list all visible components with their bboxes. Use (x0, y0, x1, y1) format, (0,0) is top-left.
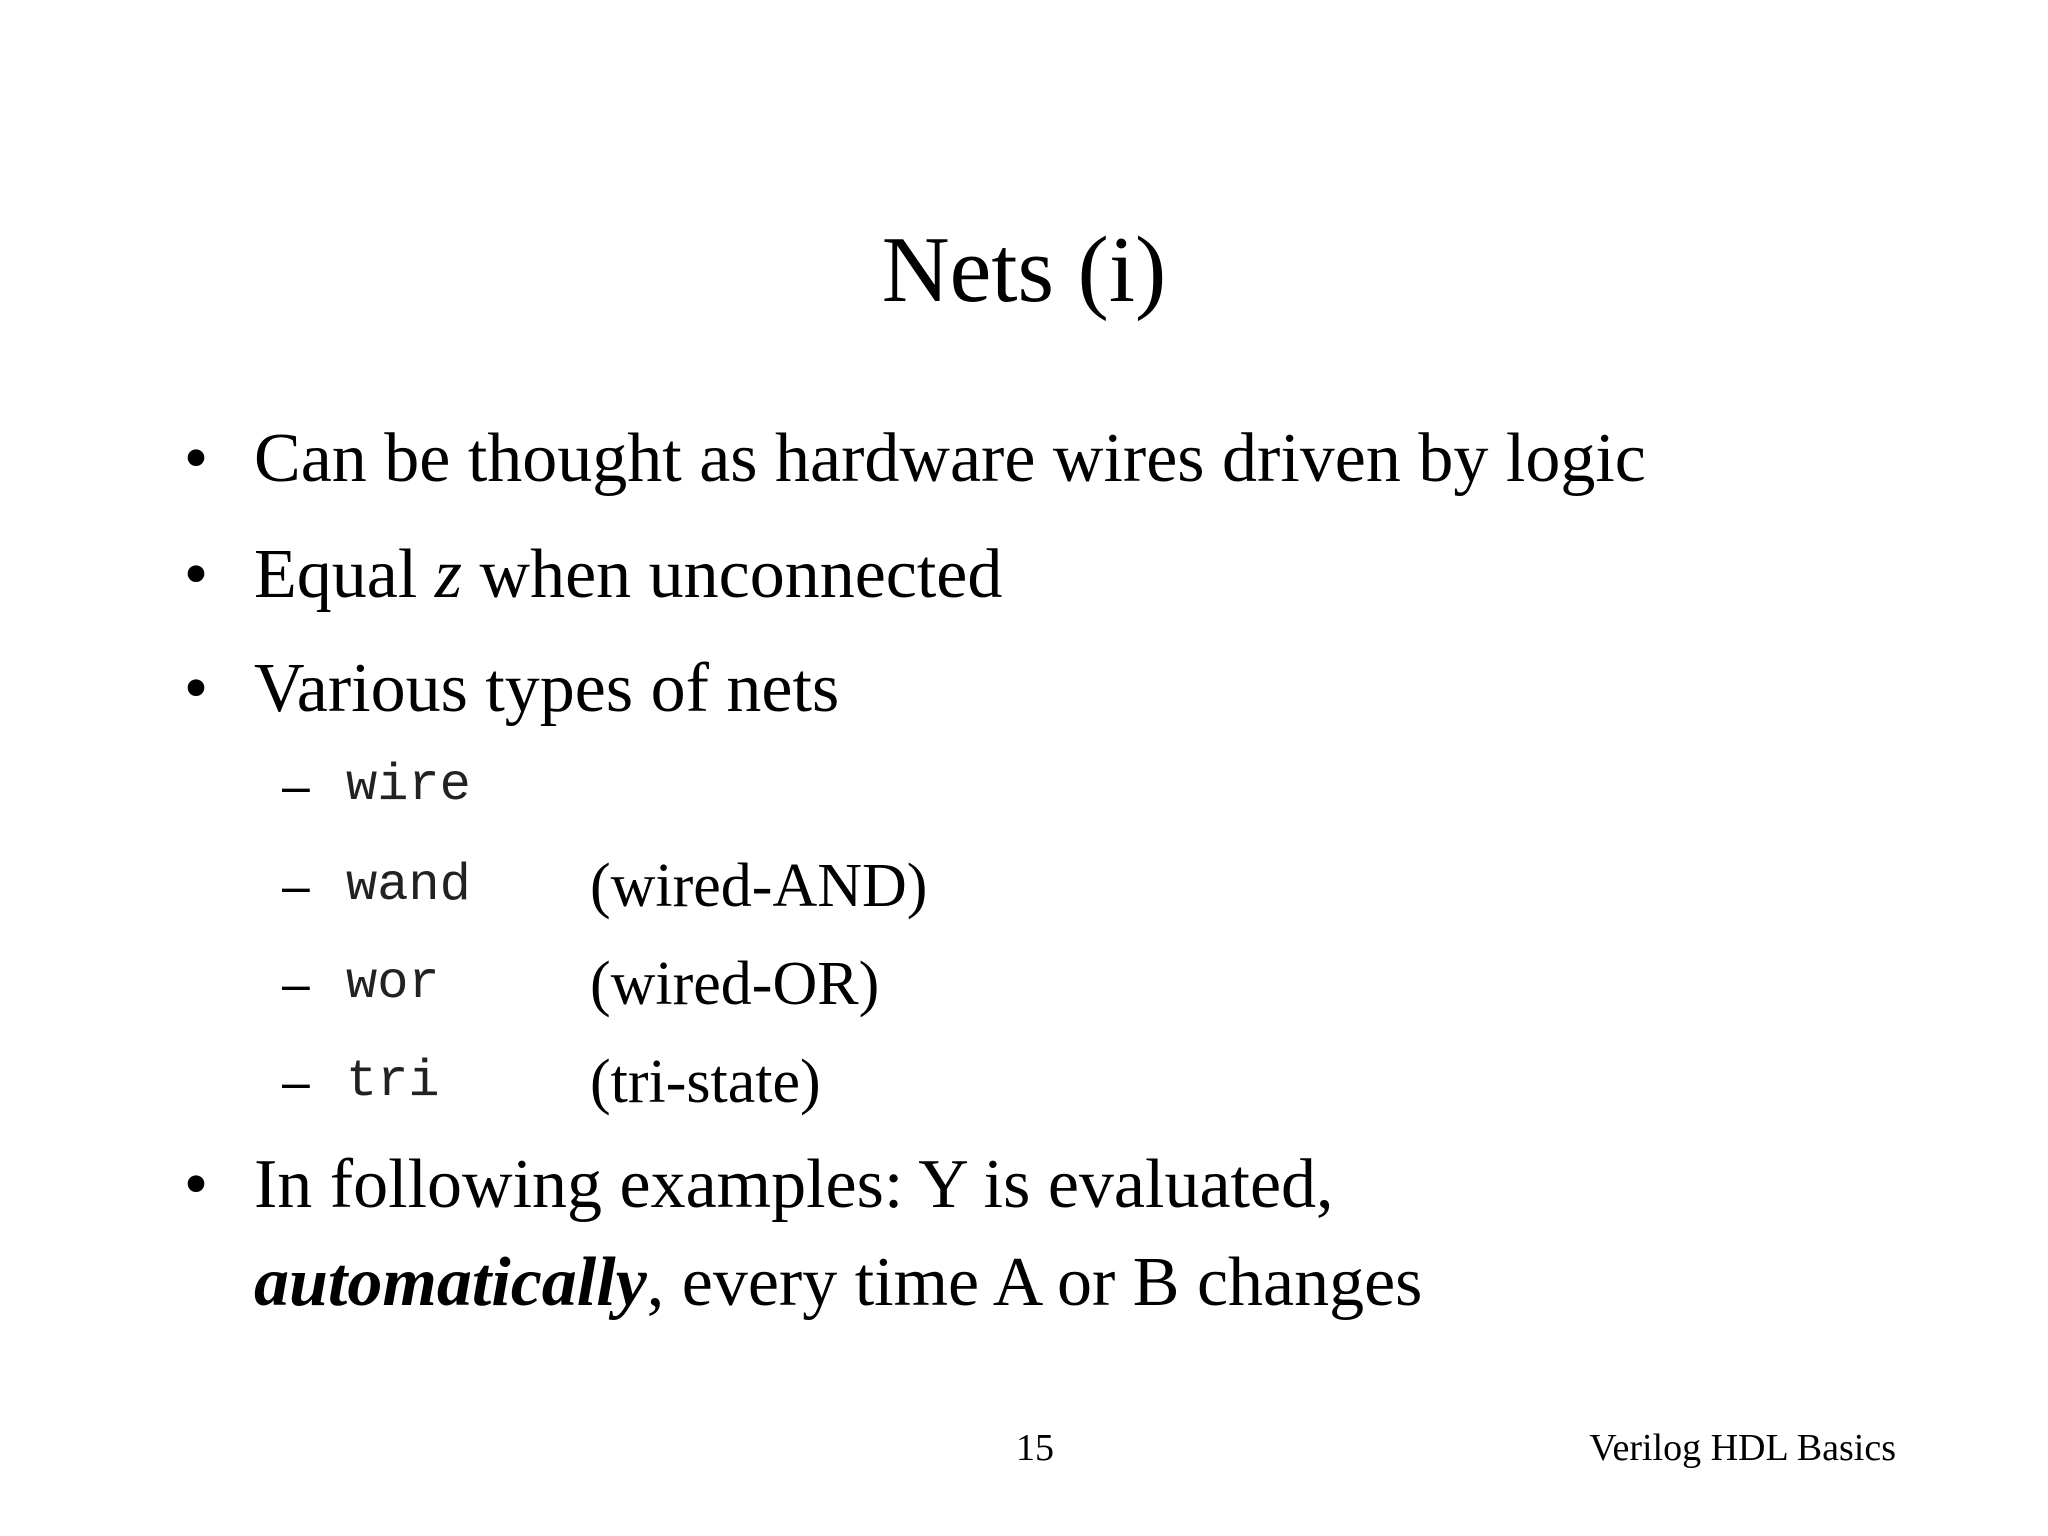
page-number: 15 (1016, 1427, 1054, 1469)
bullet-dot-icon: • (183, 1146, 209, 1223)
footer-deck-title: Verilog HDL Basics (1589, 1427, 1896, 1469)
net-keyword: wor (346, 954, 440, 1013)
bullet-text-after: when unconnected (462, 536, 1003, 613)
slide-title: Nets (i) (881, 218, 1167, 322)
net-description: (tri-state) (590, 1048, 821, 1116)
net-keyword: wire (346, 756, 471, 815)
net-keyword: tri (346, 1052, 440, 1111)
bullet-text: Can be thought as hardware wires driven by logic (254, 420, 1646, 497)
bullet-dot-icon: • (183, 420, 209, 497)
dash-icon: – (282, 956, 310, 1012)
bullet-dot-icon: • (183, 650, 209, 727)
bullet-text-italic: z (434, 536, 463, 613)
net-description: (wired-AND) (590, 852, 928, 920)
dash-icon: – (282, 858, 310, 914)
net-description: (wired-OR) (590, 950, 880, 1018)
bullet-dot-icon: • (183, 536, 209, 613)
bullet-text-rest: , every time A or B changes (646, 1244, 1423, 1321)
net-keyword: wand (346, 856, 471, 915)
dash-icon: – (282, 1054, 310, 1110)
bullet-text-before: Equal (254, 536, 435, 613)
emphasis-text: automatically (254, 1244, 647, 1321)
bullet-text-line-1: In following examples: Y is evaluated, (254, 1146, 1334, 1223)
dash-icon: – (282, 758, 310, 814)
bullet-text-line-2 (254, 1236, 1422, 1330)
bullet-text: Various types of nets (254, 650, 840, 727)
bullet-text (254, 528, 1002, 622)
